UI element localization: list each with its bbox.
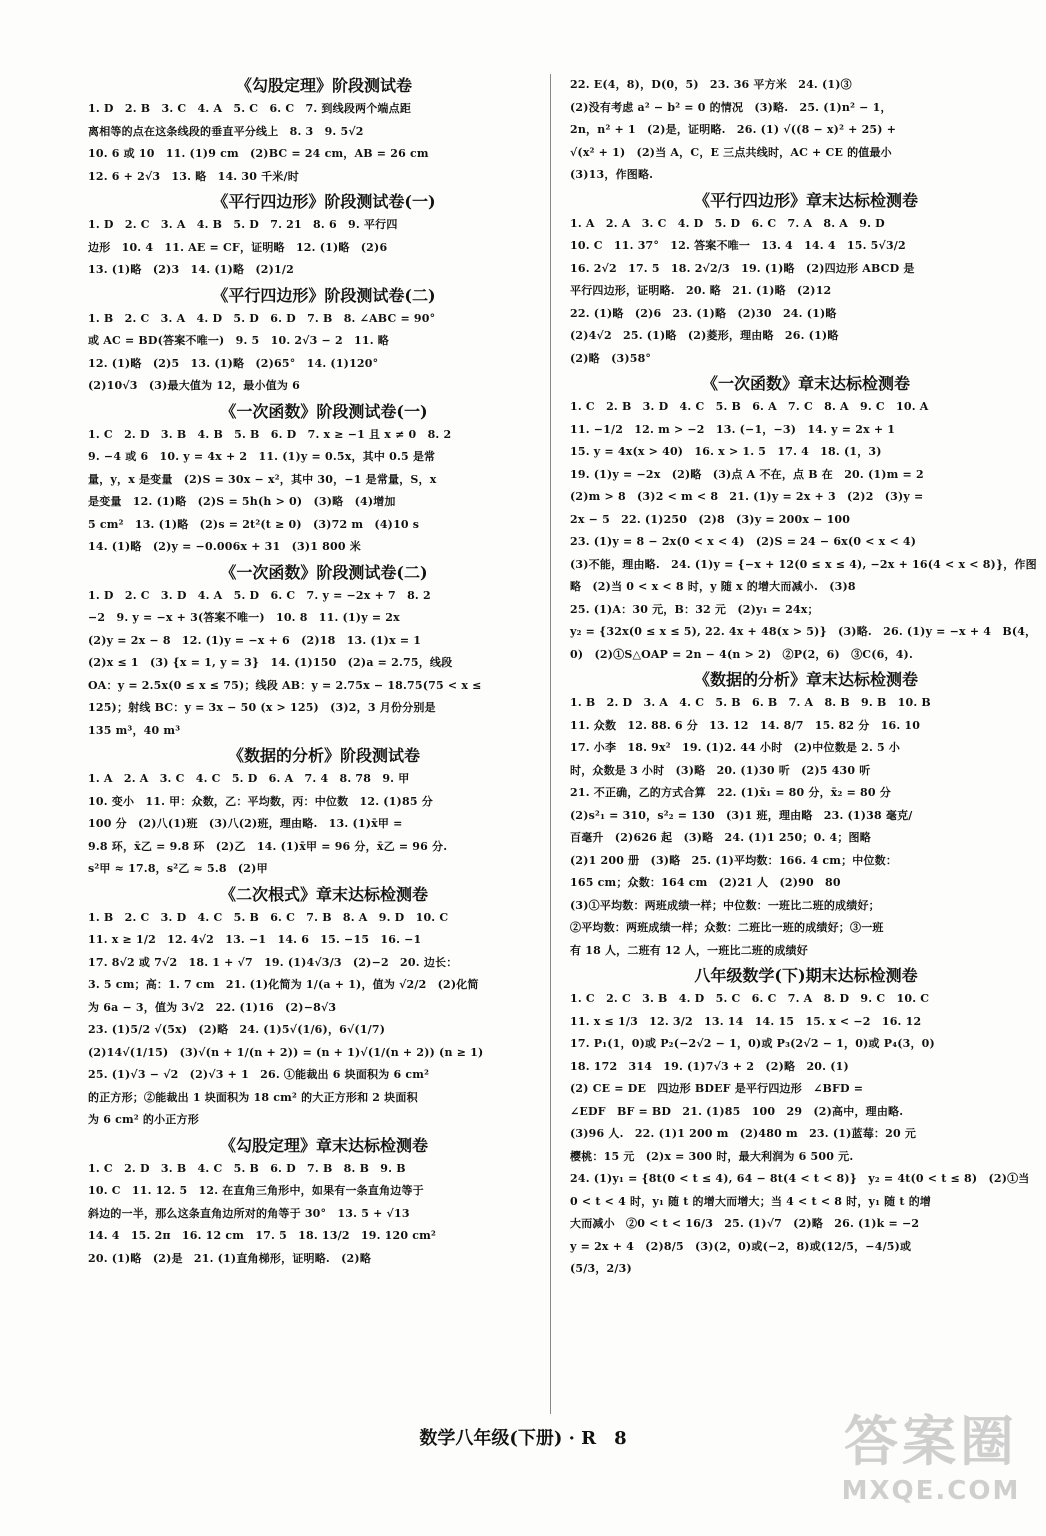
section-title: 《平行四边形》阶段测试卷(二) [212,285,436,305]
answer-line: 11. x ≥ 1/2 12. 4√2 13. −1 14. 6 15. −15 16. −1 [88,933,422,946]
answer-section [88,190,560,282]
answer-line: 0 < t < 4 时，y₁ 随 t 的增大而增大；当 4 < t < 8 时，y₁ 随 t 的增 [570,1194,932,1208]
answer-section [570,372,1042,666]
answer-line: (3)①平均数：两班成绩一样；中位数：一班比二班的成绩好； [570,898,880,912]
answer-line: 11. x ≤ 1/3 12. 3/2 13. 14 14. 15 15. x < −2 16. 12 [570,1014,922,1028]
answer-line: 14. 4 15. 2π 16. 12 cm 17. 5 18. 13/2 19. 120 cm² [88,1229,437,1242]
answer-line: (2)14√(1/15) (3)√(n + 1/(n + 2)) = (n + 1)√(1/(n + 2)) (n ≥ 1) [88,1045,484,1059]
answer-line: 大而减小 ②0 < t < 16/3 25. (1)√7 (2)略 26. (1)k = −2 [570,1217,920,1230]
answer-section [570,964,1042,1281]
answer-section [88,1134,560,1271]
section-title: 《一次函数》章末达标检测卷 [701,374,910,393]
answer-line: y₂ = {32x(0 ≤ x ≤ 5), 22. 4x + 48(x > 5)} (3)略. 26. (1)y = −x + 4 B(4， [570,625,1037,638]
answer-line: 1. D 2. C 3. D 4. A 5. D 6. C 7. y = −2x + 7 8. 2 [88,588,431,602]
answer-line: 或 AC = BD(答案不唯一) 9. 5 10. 2√3 − 2 11. 略 [88,334,390,347]
answer-section [570,189,1042,371]
answer-line: 10. 变小 11. 甲：众数，乙：平均数，丙：中位数 12. (1)85 分 [88,794,433,808]
answer-line: (3)13，作图略. [570,168,654,181]
answer-line: 1. C 2. D 3. B 4. B 5. B 6. D 7. x ≥ −1 且 x ≠ 0 8. 2 [88,427,452,441]
answer-line: 10. C 11. 37° 12. 答案不唯一 13. 4 14. 4 15. 5√3/2 [570,239,906,252]
right-column [570,74,1042,1283]
answer-section [88,744,560,881]
answer-line: 17. 小李 18. 9x² 19. (1)2. 44 小时 (2)中位数是 2. 5 小 [570,741,901,754]
section-title: 《勾股定理》阶段测试卷 [235,76,412,95]
answer-line: 为 6a − 3，值为 3√2 22. (1)16 (2)−8√3 [88,1000,337,1014]
section-title: 《平行四边形》阶段测试卷(一) [212,192,436,211]
answer-line: (2)10√3 (3)最大值为 12，最小值为 6 [88,379,300,392]
answer-line: 17. P₁(1，0)或 P₂(−2√2 − 1，0)或 P₃(2√2 − 1，0)或 P₄(3，0) [570,1037,935,1050]
answer-section [570,74,1042,187]
answer-line: (2)4√2 25. (1)略 (2)菱形，理由略 26. (1)略 [570,329,839,342]
section-title: 《平行四边形》章末达标检测卷 [693,190,918,210]
answer-line: 边形 10. 4 11. AE = CF，证明略 12. (1)略 (2)6 [88,240,388,254]
section-title: 《一次函数》阶段测试卷(一) [220,401,428,421]
answer-line: (3)不能，理由略. 24. (1)y = {−x + 12(0 ≤ x ≤ 4), −2x + 16(4 < x < 8)}，作图 [570,557,1037,571]
answer-line: 5 cm² 13. (1)略 (2)s = 2t²(t ≥ 0) (3)72 m (4)10 s [88,517,420,531]
section-title: 《一次函数》阶段测试卷(二) [220,562,428,582]
answer-line: s²甲 ≈ 17.8，s²乙 ≈ 5.8 (2)甲 [88,862,268,875]
answer-line: 3. 5 cm；高：1. 7 cm 21. (1)化简为 1/(a + 1)，值为 √2/2 (2)化简 [88,978,479,991]
answer-line: 9.8 环，x̄乙 = 9.8 环 (2)乙 14. (1)x̄甲 = 96 分，x̄乙 = 96 分. [88,839,448,853]
answer-line: 1. B 2. D 3. A 4. C 5. B 6. B 7. A 8. B 9. B 10. B [570,696,931,709]
answer-line: 23. (1)y = 8 − 2x(0 < x < 4) (2)S = 24 − 6x(0 < x < 4) [570,535,917,548]
answer-line: 25. (1)√3 − √2 (2)√3 + 1 26. ①能裁出 6 块面积为 6 cm² [88,1068,430,1081]
answer-line: 1. D 2. C 3. A 4. B 5. D 7. 21 8. 6 9. 平行四 [88,218,398,231]
answer-section [88,883,560,1132]
answer-line: 2n，n² + 1 (2)是，证明略. 26. (1) √((8 − x)² + 25) + [570,123,897,136]
answer-line: 为 6 cm² 的小正方形 [88,1113,199,1126]
answer-line: 1. A 2. A 3. C 4. C 5. D 6. A 7. 4 8. 78 9. 甲 [88,772,410,785]
answer-line: ②平均数：两班成绩一样；众数：二班比一班的成绩好；③一班 [570,921,884,934]
answer-line: 是变量 12. (1)略 (2)S = 5h(h > 0) (3)略 (4)增加 [88,495,396,508]
answer-line: 20. (1)略 (2)是 21. (1)直角梯形，证明略. (2)略 [88,1251,372,1265]
watermark-text: 答案圈 [844,1410,1018,1473]
answer-line: 21. 不正确，乙的方式合算 22. (1)x̄₁ = 80 分，x̄₂ = 80 分 [570,786,891,799]
watermark-url: MXQE.COM [841,1476,1021,1506]
answer-line: (2)略 (3)58° [570,351,652,365]
answer-line: √(x² + 1) (2)当 A，C，E 三点共线时，AC + CE 的值最小 [570,145,892,159]
answer-line: 100 分 (2)八(1)班 (3)八(2)班，理由略. 13. (1)x̄甲 = [88,817,403,830]
answer-line: 135 m³，40 m³ [88,723,181,737]
answer-line: 平行四边形，证明略. 20. 略 21. (1)略 (2)12 [570,284,832,297]
left-column [88,74,560,1272]
answer-line: 略 (2)当 0 < x < 8 时，y 随 x 的增大而减小. (3)8 [570,580,856,593]
answer-line: 12. 6 + 2√3 13. 略 14. 30 千米/时 [88,169,299,183]
answer-line: −2 9. y = −x + 3(答案不唯一) 10. 8 11. (1)y = 2x [88,611,400,624]
column-divider [550,74,551,1414]
answer-line: 22. E(4，8)，D(0，5) 23. 36 平方米 24. (1)③ [570,78,852,91]
answer-line: 165 cm；众数：164 cm (2)21 人 (2)90 80 [570,876,841,889]
answer-line: 0) (2)①S△OAP = 2n − 4(n > 2) ②P(2，6) ③C(6，4). [570,647,913,661]
answer-line: 1. D 2. B 3. C 4. A 5. C 6. C 7. 到线段两个端点距 [88,102,412,115]
answer-line: 1. C 2. C 3. B 4. D 5. C 6. C 7. A 8. D 9. C 10. C [570,992,930,1005]
answer-section [88,284,560,398]
answer-line: (2)s²₁ = 310，s²₂ = 130 (3)1 班，理由略 23. (1)38 毫克/ [570,808,913,822]
answer-line: 斜边的一半，那么这条直角边所对的角等于 30° 13. 5 + √13 [88,1206,410,1220]
answer-line: OA：y = 2.5x(0 ≤ x ≤ 75)；线段 AB：y = 2.75x − 18.75(75 < x ≤ [88,678,482,692]
answer-line: 1. B 2. C 3. A 4. D 5. D 6. D 7. B 8. ∠ABC = 90° [88,311,436,325]
answer-line: 百毫升 (2)626 起 (3)略 24. (1)1 250；0. 4；图略 [570,831,871,844]
answer-line: (5/3，2/3) [570,1262,632,1275]
answer-line: 17. 8√2 或 7√2 18. 1 + √7 19. (1)4√3/3 (2)−2 20. 边长： [88,955,458,969]
answer-line: y = 2x + 4 (2)8/5 (3)(2，0)或(−2，8)或(12/5，−4/5)或 [570,1239,912,1253]
watermark-logo [836,1408,1026,1518]
answer-line: 2x − 5 22. (1)250 (2)8 (3)y = 200x − 100 [570,512,851,526]
section-title: 《数据的分析》章末达标检测卷 [693,670,918,689]
answer-line: 量，y，x 是变量 (2)S = 30x − x²，其中 30，−1 是常量，S，x [88,472,437,486]
answer-line: 樱桃：15 元 (2)x = 300 时，最大利润为 6 500 元. [570,1149,854,1163]
answer-line: 15. y = 4x(x > 40) 16. x > 1. 5 17. 4 18. (1，3) [570,445,882,458]
answer-line: ∠EDF BF = BD 21. (1)85 100 29 (2)高中，理由略. [570,1104,904,1118]
answer-line: (2)y = 2x − 8 12. (1)y = −x + 6 (2)18 13. (1)x = 1 [88,633,422,647]
answer-section [88,74,560,188]
answer-line: 有 18 人，二班有 12 人，一班比二班的成绩好 [570,943,808,957]
answer-line: 19. (1)y = −2x (2)略 (3)点 A 不在，点 B 在 20. (1)m = 2 [570,467,924,481]
answer-line: 125)；射线 BC：y = 3x − 50 (x > 125) (3)2，3 月份分别是 [88,701,436,714]
answer-line: 9. −4 或 6 10. y = 4x + 2 11. (1)y = 0.5x，其中 0.5 是常 [88,450,436,463]
answer-line: 22. (1)略 (2)6 23. (1)略 (2)30 24. (1)略 [570,306,837,320]
answer-line: 12. (1)略 (2)5 13. (1)略 (2)65° 14. (1)120° [88,356,379,370]
answer-line: (2)m > 8 (3)2 < m < 8 21. (1)y = 2x + 3 (2)2 (3)y = [570,490,924,503]
answer-section [570,668,1042,962]
section-title: 《勾股定理》章末达标检测卷 [219,1135,428,1155]
page-footer: 数学八年级(下册) · R 8 [419,1428,627,1449]
answer-line: 24. (1)y₁ = {8t(0 < t ≤ 4), 64 − 8t(4 < t < 8)} y₂ = 4t(0 < t ≤ 8) (2)①当 [570,1172,1030,1185]
answer-line: 25. (1)A：30 元，B：32 元 (2)y₁ = 24x； [570,602,819,616]
answer-line: 11. −1/2 12. m > −2 13. (−1，−3) 14. y = 2x + 1 [570,422,896,436]
answer-line: 14. (1)略 (2)y = −0.006x + 31 (3)1 800 米 [88,540,361,553]
answer-line: 1. C 2. B 3. D 4. C 5. B 6. A 7. C 8. A 9. C 10. A [570,400,929,413]
answer-line: 时，众数是 3 小时 (3)略 20. (1)30 听 (2)5 430 听 [570,763,871,777]
answer-line: 10. 6 或 10 11. (1)9 cm (2)BC = 24 cm，AB = 26 cm [88,147,429,160]
answer-line: 的正方形；②能裁出 1 块面积为 18 cm² 的大正方形和 2 块面积 [88,1090,418,1104]
answer-line: 1. A 2. A 3. C 4. D 5. D 6. C 7. A 8. A 9. D [570,216,885,230]
answer-line: (3)96 人. 22. (1)1 200 m (2)480 m 23. (1)蓝莓：20 元 [570,1127,917,1140]
answer-line: (2)x ≤ 1 (3) {x = 1, y = 3} 14. (1)150 (2)a = 2.75，线段 [88,656,453,669]
answer-line: (2)没有考虑 a² − b² = 0 的情况 (3)略. 25. (1)n² − 1， [570,100,892,114]
answer-line: (2)1 200 册 (3)略 25. (1)平均数：166. 4 cm；中位数： [570,853,898,867]
answer-line: 18. 172 314 19. (1)7√3 + 2 (2)略 20. (1) [570,1059,849,1073]
answer-line: 13. (1)略 (2)3 14. (1)略 (2)1/2 [88,263,294,276]
section-title: 八年级数学(下)期末达标检测卷 [694,966,918,985]
answer-line: 1. B 2. C 3. D 4. C 5. B 6. C 7. B 8. A 9. D 10. C [88,910,449,924]
section-title: 《二次根式》章末达标检测卷 [219,884,428,904]
answer-line: 11. 众数 12. 88. 6 分 13. 12 14. 8/7 15. 82 分 16. 10 [570,718,921,732]
answer-line: 10. C 11. 12. 5 12. 在直角三角形中，如果有一条直角边等于 [88,1184,424,1197]
section-title: 《数据的分析》阶段测试卷 [227,746,420,765]
answer-section [88,561,560,743]
answer-line: 16. 2√2 17. 5 18. 2√2/3 19. (1)略 (2)四边形 ABCD 是 [570,261,915,275]
answer-section [88,400,560,559]
answer-line: 离相等的点在这条线段的垂直平分线上 8. 3 9. 5√2 [88,124,364,138]
answer-line: 1. C 2. D 3. B 4. C 5. B 6. D 7. B 8. B 9. B [88,1161,406,1175]
answer-line: 23. (1)5/2 √(5x) (2)略 24. (1)5√(1/6)，6√(1/7) [88,1023,386,1036]
answer-line: (2) CE = DE 四边形 BDEF 是平行四边形 ∠BFD = [570,1082,864,1095]
